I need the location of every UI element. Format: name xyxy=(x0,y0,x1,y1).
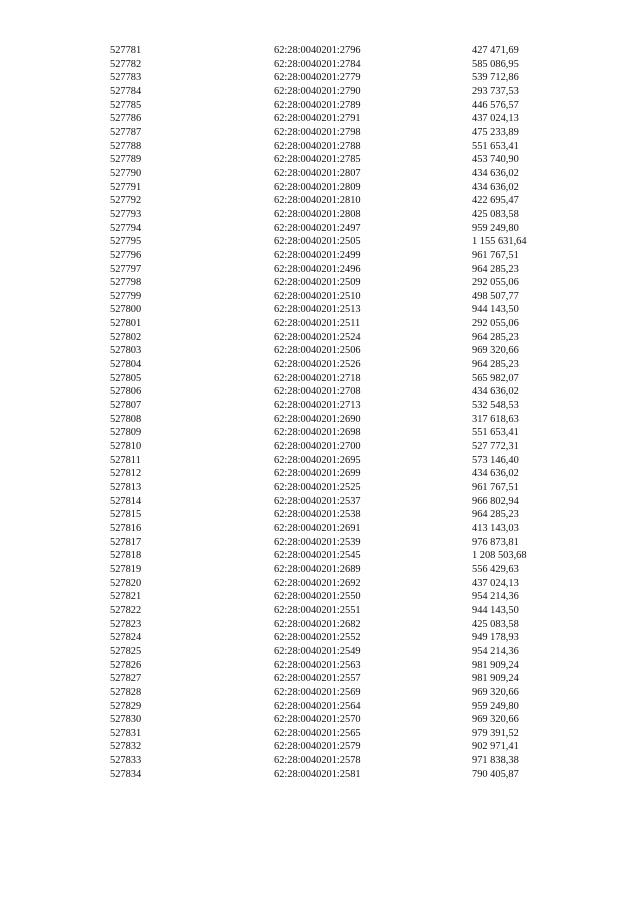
cadastral-number: 62:28:0040201:2689 xyxy=(274,563,361,575)
table-row xyxy=(0,522,640,536)
row-id: 527794 xyxy=(110,222,142,234)
table-row xyxy=(0,700,640,714)
table-row xyxy=(0,672,640,686)
cadastral-value: 446 576,57 xyxy=(472,99,519,111)
table-row xyxy=(0,385,640,399)
table-row xyxy=(0,249,640,263)
row-id: 527818 xyxy=(110,550,142,562)
row-id: 527782 xyxy=(110,58,142,70)
row-id: 527805 xyxy=(110,372,142,384)
table-row xyxy=(0,604,640,618)
row-id: 527793 xyxy=(110,208,142,220)
cadastral-number: 62:28:0040201:2790 xyxy=(274,85,361,97)
row-id: 527814 xyxy=(110,495,142,507)
cadastral-number: 62:28:0040201:2505 xyxy=(274,236,361,248)
cadastral-value: 959 249,80 xyxy=(472,700,519,712)
row-id: 527824 xyxy=(110,632,142,644)
cadastral-value: 964 285,23 xyxy=(472,359,519,371)
cadastral-value: 961 767,51 xyxy=(472,249,519,261)
row-id: 527832 xyxy=(110,741,142,753)
row-id: 527815 xyxy=(110,509,142,521)
row-id: 527830 xyxy=(110,714,142,726)
table-row xyxy=(0,153,640,167)
table-row xyxy=(0,413,640,427)
cadastral-value: 434 636,02 xyxy=(472,386,519,398)
row-id: 527781 xyxy=(110,45,142,56)
row-id: 527806 xyxy=(110,386,142,398)
table-row xyxy=(0,563,640,577)
cadastral-number: 62:28:0040201:2578 xyxy=(274,755,361,767)
cadastral-number: 62:28:0040201:2510 xyxy=(274,290,361,302)
cadastral-number: 62:28:0040201:2496 xyxy=(274,263,361,275)
cadastral-number: 62:28:0040201:2499 xyxy=(274,249,361,261)
cadastral-number: 62:28:0040201:2718 xyxy=(274,372,361,384)
table-row xyxy=(0,303,640,317)
row-id: 527807 xyxy=(110,400,142,412)
cadastral-value: 1 208 503,68 xyxy=(472,550,527,562)
row-id: 527792 xyxy=(110,195,142,207)
cadastral-value: 954 214,36 xyxy=(472,591,519,603)
table-row xyxy=(0,399,640,413)
cadastral-number: 62:28:0040201:2524 xyxy=(274,331,361,343)
row-id: 527803 xyxy=(110,345,142,357)
cadastral-value: 944 143,50 xyxy=(472,604,519,616)
cadastral-value: 434 636,02 xyxy=(472,468,519,480)
table-row xyxy=(0,549,640,563)
row-id: 527828 xyxy=(110,686,142,698)
row-id: 527783 xyxy=(110,72,142,84)
table-row xyxy=(0,290,640,304)
cadastral-value: 437 024,13 xyxy=(472,577,519,589)
cadastral-number: 62:28:0040201:2579 xyxy=(274,741,361,753)
cadastral-number: 62:28:0040201:2796 xyxy=(274,45,361,56)
row-id: 527833 xyxy=(110,755,142,767)
cadastral-value: 532 548,53 xyxy=(472,400,519,412)
table-row xyxy=(0,317,640,331)
table-row xyxy=(0,181,640,195)
table-row xyxy=(0,58,640,72)
row-id: 527802 xyxy=(110,331,142,343)
cadastral-number: 62:28:0040201:2506 xyxy=(274,345,361,357)
row-id: 527796 xyxy=(110,249,142,261)
row-id: 527801 xyxy=(110,318,142,330)
row-id: 527789 xyxy=(110,154,142,166)
cadastral-value: 959 249,80 xyxy=(472,222,519,234)
row-id: 527827 xyxy=(110,673,142,685)
cadastral-number: 62:28:0040201:2563 xyxy=(274,659,361,671)
cadastral-number: 62:28:0040201:2691 xyxy=(274,522,361,534)
table-row xyxy=(0,536,640,550)
cadastral-value: 425 083,58 xyxy=(472,618,519,630)
row-id: 527823 xyxy=(110,618,142,630)
row-id: 527831 xyxy=(110,727,142,739)
table-row xyxy=(0,618,640,632)
table-row xyxy=(0,276,640,290)
table-row xyxy=(0,440,640,454)
cadastral-number: 62:28:0040201:2545 xyxy=(274,550,361,562)
table-row xyxy=(0,235,640,249)
table-row xyxy=(0,577,640,591)
cadastral-value: 292 055,06 xyxy=(472,318,519,330)
cadastral-number: 62:28:0040201:2789 xyxy=(274,99,361,111)
cadastral-number: 62:28:0040201:2497 xyxy=(274,222,361,234)
cadastral-number: 62:28:0040201:2551 xyxy=(274,604,361,616)
table-row xyxy=(0,222,640,236)
table-row xyxy=(0,508,640,522)
row-id: 527804 xyxy=(110,359,142,371)
cadastral-value: 434 636,02 xyxy=(472,181,519,193)
cadastral-value: 902 971,41 xyxy=(472,741,519,753)
table-row xyxy=(0,495,640,509)
table-row xyxy=(0,645,640,659)
cadastral-number: 62:28:0040201:2509 xyxy=(274,277,361,289)
cadastral-value: 1 155 631,64 xyxy=(472,236,527,248)
cadastral-number: 62:28:0040201:2570 xyxy=(274,714,361,726)
cadastral-value: 565 982,07 xyxy=(472,372,519,384)
cadastral-value: 964 285,23 xyxy=(472,263,519,275)
cadastral-number: 62:28:0040201:2779 xyxy=(274,72,361,84)
cadastral-number: 62:28:0040201:2550 xyxy=(274,591,361,603)
row-id: 527797 xyxy=(110,263,142,275)
table-row xyxy=(0,344,640,358)
row-id: 527786 xyxy=(110,113,142,125)
cadastral-number: 62:28:0040201:2699 xyxy=(274,468,361,480)
table-row xyxy=(0,263,640,277)
cadastral-value: 539 712,86 xyxy=(472,72,519,84)
cadastral-value: 944 143,50 xyxy=(472,304,519,316)
cadastral-value: 585 086,95 xyxy=(472,58,519,70)
cadastral-value: 434 636,02 xyxy=(472,167,519,179)
cadastral-number: 62:28:0040201:2526 xyxy=(274,359,361,371)
cadastral-value: 527 772,31 xyxy=(472,441,519,453)
cadastral-number: 62:28:0040201:2808 xyxy=(274,208,361,220)
cadastral-value: 964 285,23 xyxy=(472,509,519,521)
cadastral-value: 966 802,94 xyxy=(472,495,519,507)
table-row xyxy=(0,372,640,386)
table-row xyxy=(0,331,640,345)
cadastral-number: 62:28:0040201:2698 xyxy=(274,427,361,439)
table-row xyxy=(0,713,640,727)
cadastral-number: 62:28:0040201:2552 xyxy=(274,632,361,644)
table-row xyxy=(0,631,640,645)
cadastral-number: 62:28:0040201:2692 xyxy=(274,577,361,589)
cadastral-number: 62:28:0040201:2690 xyxy=(274,413,361,425)
row-id: 527816 xyxy=(110,522,142,534)
cadastral-number: 62:28:0040201:2810 xyxy=(274,195,361,207)
table-row xyxy=(0,686,640,700)
row-id: 527787 xyxy=(110,126,142,138)
cadastral-number: 62:28:0040201:2708 xyxy=(274,386,361,398)
table-row xyxy=(0,358,640,372)
cadastral-value: 981 909,24 xyxy=(472,673,519,685)
row-id: 527826 xyxy=(110,659,142,671)
row-id: 527829 xyxy=(110,700,142,712)
table-row xyxy=(0,659,640,673)
row-id: 527800 xyxy=(110,304,142,316)
cadastral-value: 475 233,89 xyxy=(472,126,519,138)
cadastral-number: 62:28:0040201:2581 xyxy=(274,768,361,780)
cadastral-number: 62:28:0040201:2700 xyxy=(274,441,361,453)
cadastral-number: 62:28:0040201:2695 xyxy=(274,454,361,466)
cadastral-value: 498 507,77 xyxy=(472,290,519,302)
table-row xyxy=(0,740,640,754)
table-row xyxy=(0,426,640,440)
row-id: 527813 xyxy=(110,482,142,493)
row-id: 527834 xyxy=(110,768,142,780)
cadastral-number: 62:28:0040201:2807 xyxy=(274,167,361,179)
table-row xyxy=(0,71,640,85)
row-id: 527822 xyxy=(110,604,142,616)
table-row xyxy=(0,754,640,768)
row-id: 527825 xyxy=(110,645,142,657)
table-row xyxy=(0,99,640,113)
table-row xyxy=(0,590,640,604)
cadastral-value-table xyxy=(0,44,640,781)
table-row xyxy=(0,140,640,154)
row-id: 527821 xyxy=(110,591,142,603)
row-id: 527791 xyxy=(110,181,142,193)
cadastral-value: 437 024,13 xyxy=(472,113,519,125)
row-id: 527790 xyxy=(110,167,142,179)
cadastral-number: 62:28:0040201:2557 xyxy=(274,673,361,685)
cadastral-value: 422 695,47 xyxy=(472,195,519,207)
cadastral-value: 317 618,63 xyxy=(472,413,519,425)
cadastral-number: 62:28:0040201:2791 xyxy=(274,113,361,125)
cadastral-value: 551 653,41 xyxy=(472,427,519,439)
row-id: 527808 xyxy=(110,413,142,425)
row-id: 527798 xyxy=(110,277,142,289)
table-row xyxy=(0,467,640,481)
table-row xyxy=(0,727,640,741)
cadastral-number: 62:28:0040201:2538 xyxy=(274,509,361,521)
cadastral-value: 292 055,06 xyxy=(472,277,519,289)
cadastral-value: 969 320,66 xyxy=(472,714,519,726)
table-row xyxy=(0,112,640,126)
cadastral-number: 62:28:0040201:2713 xyxy=(274,400,361,412)
table-row xyxy=(0,194,640,208)
table-row xyxy=(0,126,640,140)
cadastral-number: 62:28:0040201:2569 xyxy=(274,686,361,698)
cadastral-value: 427 471,69 xyxy=(472,45,519,56)
row-id: 527784 xyxy=(110,85,142,97)
cadastral-value: 293 737,53 xyxy=(472,85,519,97)
cadastral-value: 979 391,52 xyxy=(472,727,519,739)
cadastral-value: 981 909,24 xyxy=(472,659,519,671)
row-id: 527819 xyxy=(110,563,142,575)
table-row xyxy=(0,768,640,782)
cadastral-number: 62:28:0040201:2798 xyxy=(274,126,361,138)
row-id: 527820 xyxy=(110,577,142,589)
table-row xyxy=(0,481,640,495)
table-row xyxy=(0,208,640,222)
row-id: 527811 xyxy=(110,454,141,466)
row-id: 527817 xyxy=(110,536,142,548)
cadastral-value: 790 405,87 xyxy=(472,768,519,780)
row-id: 527810 xyxy=(110,441,142,453)
row-id: 527799 xyxy=(110,290,142,302)
cadastral-value: 961 767,51 xyxy=(472,482,519,493)
cadastral-value: 969 320,66 xyxy=(472,345,519,357)
table-row xyxy=(0,454,640,468)
cadastral-value: 949 178,93 xyxy=(472,632,519,644)
cadastral-value: 556 429,63 xyxy=(472,563,519,575)
cadastral-number: 62:28:0040201:2513 xyxy=(274,304,361,316)
cadastral-number: 62:28:0040201:2511 xyxy=(274,318,361,330)
cadastral-number: 62:28:0040201:2537 xyxy=(274,495,361,507)
cadastral-value: 969 320,66 xyxy=(472,686,519,698)
cadastral-value: 964 285,23 xyxy=(472,331,519,343)
cadastral-number: 62:28:0040201:2784 xyxy=(274,58,361,70)
cadastral-number: 62:28:0040201:2564 xyxy=(274,700,361,712)
cadastral-value: 976 873,81 xyxy=(472,536,519,548)
cadastral-number: 62:28:0040201:2539 xyxy=(274,536,361,548)
row-id: 527785 xyxy=(110,99,142,111)
cadastral-value: 453 740,90 xyxy=(472,154,519,166)
cadastral-number: 62:28:0040201:2549 xyxy=(274,645,361,657)
row-id: 527812 xyxy=(110,468,142,480)
cadastral-value: 954 214,36 xyxy=(472,645,519,657)
table-row xyxy=(0,167,640,181)
cadastral-number: 62:28:0040201:2682 xyxy=(274,618,361,630)
cadastral-number: 62:28:0040201:2809 xyxy=(274,181,361,193)
cadastral-value: 425 083,58 xyxy=(472,208,519,220)
cadastral-value: 551 653,41 xyxy=(472,140,519,152)
table-row xyxy=(0,85,640,99)
cadastral-number: 62:28:0040201:2525 xyxy=(274,482,361,493)
table-row xyxy=(0,44,640,58)
cadastral-value: 971 838,38 xyxy=(472,755,519,767)
cadastral-number: 62:28:0040201:2785 xyxy=(274,154,361,166)
row-id: 527809 xyxy=(110,427,142,439)
row-id: 527788 xyxy=(110,140,142,152)
row-id: 527795 xyxy=(110,236,142,248)
cadastral-number: 62:28:0040201:2565 xyxy=(274,727,361,739)
cadastral-value: 573 146,40 xyxy=(472,454,519,466)
cadastral-number: 62:28:0040201:2788 xyxy=(274,140,361,152)
cadastral-value: 413 143,03 xyxy=(472,522,519,534)
